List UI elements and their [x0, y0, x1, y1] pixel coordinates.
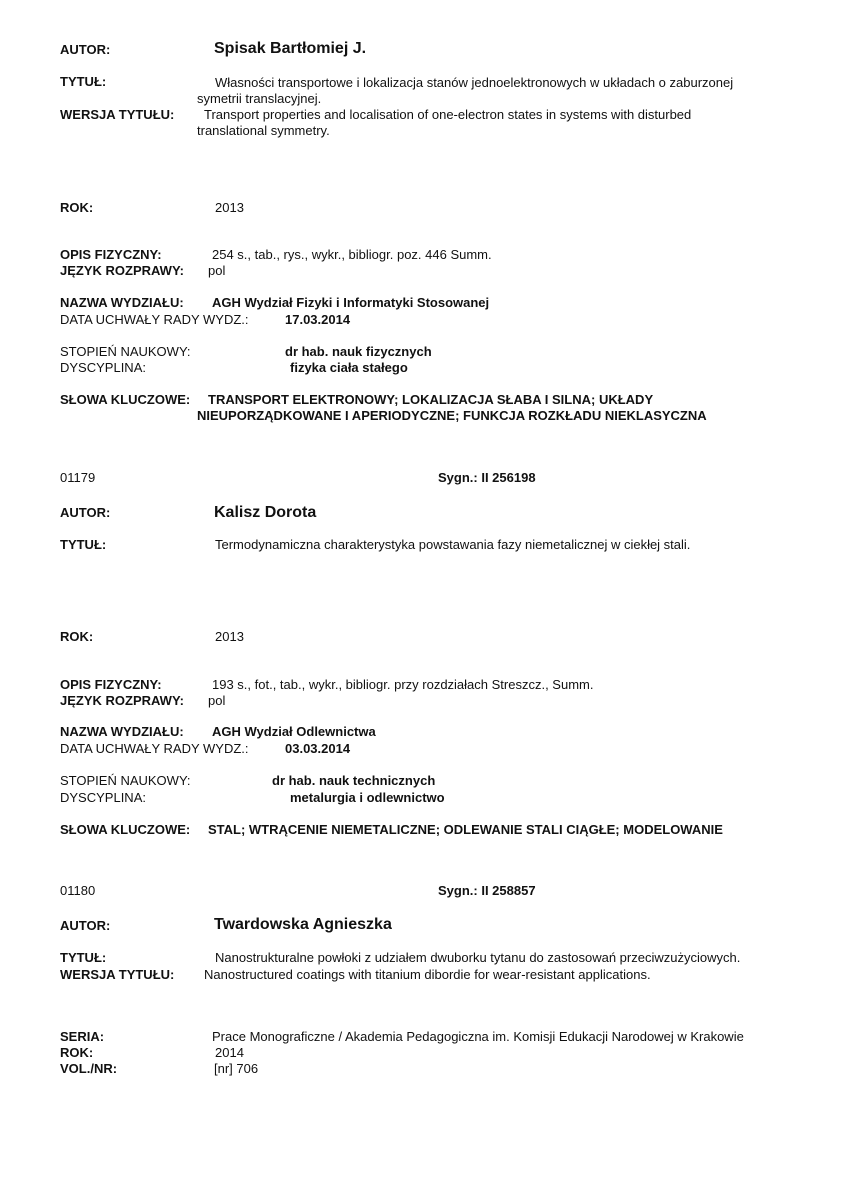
year-label: ROK:	[60, 200, 94, 215]
author-label: AUTOR:	[60, 42, 111, 57]
discipline-label: DYSCYPLINA:	[60, 360, 146, 375]
record-number: 01179	[60, 470, 96, 485]
title-version-label: WERSJA TYTUŁU:	[60, 967, 175, 982]
faculty-label: NAZWA WYDZIAŁU:	[60, 295, 184, 310]
resolution-date-label: DATA UCHWAŁY RADY WYDZ.:	[60, 741, 249, 756]
title-value: Termodynamiczna charakterystyka powstawania fazy niemetalicznej w ciekłej stali.	[215, 537, 691, 552]
title-line-2: symetrii translacyjnej.	[197, 91, 322, 106]
author-name: Twardowska Agnieszka	[214, 916, 392, 933]
degree-label: STOPIEŃ NAUKOWY:	[60, 344, 191, 359]
series-label: SERIA:	[60, 1029, 105, 1044]
year-value: 2013	[215, 200, 244, 215]
resolution-date: 03.03.2014	[285, 741, 351, 756]
keywords-value: STAL; WTRĄCENIE NIEMETALICZNE; ODLEWANIE STALI CIĄGŁE; MODELOWANIE	[208, 822, 723, 837]
faculty-name: AGH Wydział Odlewnictwa	[212, 724, 376, 739]
title-version-label: WERSJA TYTUŁU:	[60, 107, 175, 122]
language-value: pol	[208, 263, 226, 278]
resolution-date: 17.03.2014	[285, 312, 351, 327]
year-value: 2013	[215, 629, 244, 644]
year-label: ROK:	[60, 629, 94, 644]
title-line-1: Własności transportowe i lokalizacja stanów jednoelektronowych w układach o zaburzonej	[215, 75, 734, 90]
author-name: Kalisz Dorota	[214, 504, 317, 521]
keywords-line-2: NIEUPORZĄDKOWANE I APERIODYCZNE; FUNKCJA ROZKŁADU NIEKLASYCZNA	[197, 408, 707, 423]
title-label: TYTUŁ:	[60, 74, 107, 89]
discipline-value: fizyka ciała stałego	[290, 360, 408, 375]
faculty-name: AGH Wydział Fizyki i Informatyki Stosowanej	[212, 295, 490, 310]
physical-description: 254 s., tab., rys., wykr., bibliogr. poz. 446 Summ.	[212, 247, 492, 262]
keywords-line-1: TRANSPORT ELEKTRONOWY; LOKALIZACJA SŁABA I SILNA; UKŁADY	[208, 392, 654, 407]
degree-value: dr hab. nauk technicznych	[272, 773, 436, 788]
title-version-line-2: translational symmetry.	[197, 123, 330, 138]
keywords-label: SŁOWA KLUCZOWE:	[60, 392, 191, 407]
physical-description: 193 s., fot., tab., wykr., bibliogr. przy rozdziałach Streszcz., Summ.	[212, 677, 594, 692]
physical-description-label: OPIS FIZYCZNY:	[60, 247, 162, 262]
keywords-label: SŁOWA KLUCZOWE:	[60, 822, 191, 837]
discipline-value: metalurgia i odlewnictwo	[290, 790, 445, 805]
series-value: Prace Monograficzne / Akademia Pedagogiczna im. Komisji Edukacji Narodowej w Krakowie	[212, 1029, 744, 1044]
resolution-date-label: DATA UCHWAŁY RADY WYDZ.:	[60, 312, 249, 327]
year-label: ROK:	[60, 1045, 94, 1060]
title-version-value: Nanostructured coatings with titanium dibordie for wear-resistant applications.	[204, 967, 651, 982]
discipline-label: DYSCYPLINA:	[60, 790, 146, 805]
year-value: 2014	[215, 1045, 244, 1060]
shelf-signature: Sygn.: II 256198	[438, 470, 536, 485]
degree-value: dr hab. nauk fizycznych	[285, 344, 432, 359]
volume-value: [nr] 706	[214, 1061, 259, 1076]
author-label: AUTOR:	[60, 918, 111, 933]
volume-label: VOL./NR:	[60, 1061, 118, 1076]
title-version-line-1: Transport properties and localisation of one-electron states in systems with disturbed	[204, 107, 692, 122]
language-value: pol	[208, 693, 226, 708]
title-label: TYTUŁ:	[60, 537, 107, 552]
record-number: 01180	[60, 883, 96, 898]
language-label: JĘZYK ROZPRAWY:	[60, 263, 184, 278]
author-label: AUTOR:	[60, 505, 111, 520]
shelf-signature: Sygn.: II 258857	[438, 883, 536, 898]
degree-label: STOPIEŃ NAUKOWY:	[60, 773, 191, 788]
title-label: TYTUŁ:	[60, 950, 107, 965]
title-value: Nanostrukturalne powłoki z udziałem dwuborku tytanu do zastosowań przeciwzużyciowych.	[215, 950, 741, 965]
physical-description-label: OPIS FIZYCZNY:	[60, 677, 162, 692]
faculty-label: NAZWA WYDZIAŁU:	[60, 724, 184, 739]
language-label: JĘZYK ROZPRAWY:	[60, 693, 184, 708]
author-name: Spisak Bartłomiej J.	[214, 40, 367, 57]
